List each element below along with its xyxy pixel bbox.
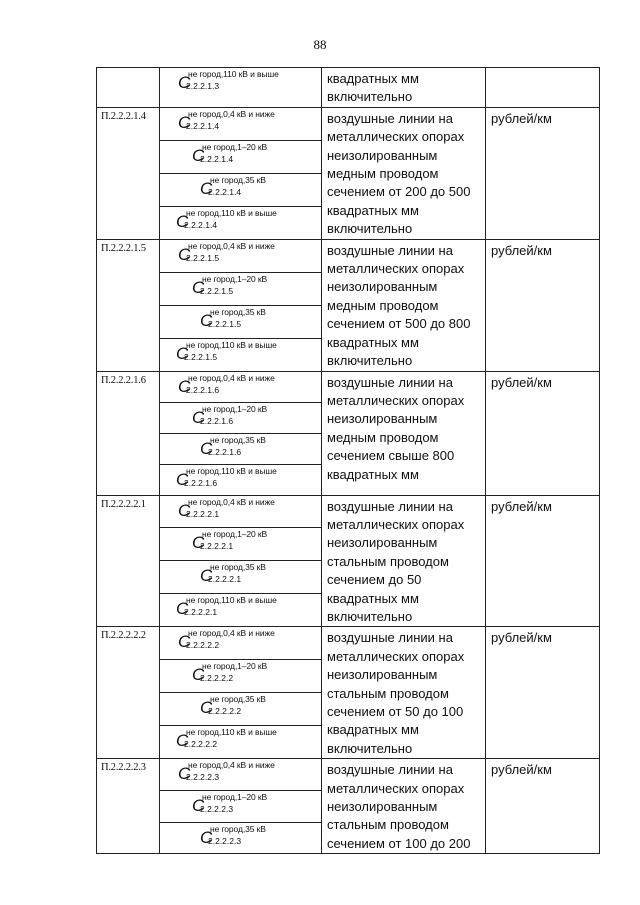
description-line: стальным проводом [327,553,449,569]
rate-symbol: C [176,469,189,489]
formula-cell [160,627,322,660]
code-cell [97,759,160,854]
formula-superscript: не город,0,4 кВ и ниже [188,240,275,251]
rate-formula [160,306,321,335]
description-line: включительно [327,608,413,624]
rate-symbol: C [178,112,191,132]
rate-symbol: C [192,665,205,685]
formula-superscript: не город,1–20 кВ [202,661,268,672]
formula-superscript: не город,110 кВ и выше [186,207,277,218]
item-code: П.2.2.2.2.3 [101,762,146,774]
description-line: воздушные линии на [327,110,453,126]
description-line: неизолированным [327,667,438,683]
rate-symbol: C [178,500,191,520]
rate-formula [160,403,321,432]
description-line: сечением до 50 [327,572,422,588]
description-line: включительно [327,353,413,369]
rate-symbol: C [178,764,191,784]
rate-formula [160,791,321,820]
table-row [97,627,600,660]
formula-cell [160,693,322,726]
formula-superscript: не город,0,4 кВ и ниже [188,496,275,507]
unit-cell [486,759,600,854]
item-code: П.2.2.2.1.5 [101,242,146,254]
formula-cell [160,206,322,239]
rate-symbol: C [178,244,191,264]
unit-label: рублей/км [491,110,552,126]
description-line: неизолированным [327,535,438,551]
rate-symbol: C [192,407,205,427]
code-cell [97,107,160,239]
description-line: металлических опорах [327,516,465,532]
unit-cell [486,495,600,627]
description-line: квадратных мм [327,722,419,738]
rate-symbol: C [178,73,191,92]
rate-symbol: C [176,211,189,231]
description-line: металлических опорах [327,392,465,408]
formula-subscript: 2.2.2.1.5 [200,285,234,296]
formula-cell [160,371,322,402]
unit-cell [486,107,600,239]
rate-formula [160,174,321,203]
description-line: стальным проводом [327,817,449,833]
formula-cell [160,272,322,305]
description-line: воздушные линии на [327,374,453,390]
rate-symbol: C [192,277,205,297]
formula-subscript: 2.2.2.2.1 [200,541,234,552]
formula-superscript: не город,1–20 кВ [202,529,268,540]
rate-symbol: C [176,343,189,363]
rate-formula [160,759,321,788]
rate-symbol: C [192,145,205,165]
formula-superscript: не город,1–20 кВ [202,791,268,802]
formula-cell [160,338,322,371]
description-cell [322,68,486,108]
formula-subscript: 2.2.2.2.2 [208,706,242,717]
formula-superscript: не город,0,4 кВ и ниже [188,372,275,383]
formula-superscript: не город,35 кВ [210,694,266,705]
description-line: воздушные линии на [327,242,453,258]
formula-subscript: 2.2.2.1.5 [184,351,218,362]
rate-formula [160,528,321,557]
formula-superscript: не город,0,4 кВ и ниже [188,628,275,639]
rate-formula [160,496,321,525]
description-line: металлических опорах [327,261,465,277]
rate-formula [160,68,321,97]
description-line: воздушные линии на [327,762,453,778]
formula-subscript: 2.2.2.1.5 [208,318,242,329]
code-cell [97,495,160,627]
description-line: сечением от 500 до 800 [327,316,471,332]
rate-formula [160,561,321,590]
table-row [97,371,600,402]
unit-cell [486,68,600,108]
item-code: П.2.2.2.2.1 [101,498,146,510]
formula-subscript: 2.2.2.1.6 [186,384,220,395]
description-cell [322,627,486,759]
table-row [97,495,600,528]
formula-superscript: не город,110 кВ и выше [186,727,277,738]
rate-symbol: C [200,438,213,458]
rate-formula [160,141,321,170]
unit-cell [486,371,600,495]
rate-formula [160,434,321,463]
formula-superscript: не город,0,4 кВ и ниже [188,760,275,771]
description-line: стальным проводом [327,685,449,701]
rate-symbol: C [200,827,213,847]
formula-cell [160,239,322,272]
formula-subscript: 2.2.2.2.1 [186,508,220,519]
rate-symbol: C [176,731,189,751]
page-number: 88 [313,37,327,52]
rate-formula [160,372,321,401]
description-line: медным проводом [327,429,439,445]
rate-formula [160,660,321,689]
formula-superscript: не город,1–20 кВ [202,403,268,414]
rate-symbol: C [178,632,191,652]
description-line: воздушные линии на [327,498,453,514]
description-line: квадратных мм [327,71,419,86]
formula-subscript: 2.2.2.1.4 [186,120,220,131]
table-row [97,68,600,108]
item-code: П.2.2.2.2.2 [101,630,146,642]
table-row [97,239,600,272]
description-line: квадратных мм [327,590,419,606]
rate-symbol: C [200,310,213,330]
unit-cell [486,627,600,759]
description-line: металлических опорах [327,780,465,796]
description-line: неизолированным [327,147,438,163]
formula-cell [160,660,322,693]
rate-symbol: C [178,376,191,396]
description-line: квадратных мм [327,466,419,482]
code-cell [97,68,160,108]
rate-formula [160,339,321,368]
description-line: неизолированным [327,279,438,295]
rate-formula [160,207,321,236]
formula-superscript: не город,35 кВ [210,823,266,834]
rate-formula [160,823,321,852]
description-cell [322,239,486,371]
description-line: сечением от 200 до 500 [327,184,471,200]
formula-cell [160,759,322,791]
unit-label: рублей/км [491,762,552,778]
description-line: неизолированным [327,411,438,427]
table-row [97,759,600,791]
description-line: неизолированным [327,799,438,814]
rate-formula [160,627,321,656]
formula-cell [160,495,322,528]
formula-subscript: 2.2.2.2.2 [184,739,218,750]
formula-subscript: 2.2.2.1.4 [184,219,218,230]
tariff-table [96,67,600,854]
item-code: П.2.2.2.1.6 [101,374,146,386]
unit-cell [486,239,600,371]
description-line: сечением от 100 до 200 [327,835,471,851]
formula-subscript: 2.2.2.2.2 [200,673,234,684]
formula-cell [160,528,322,561]
unit-label: рублей/км [491,374,552,390]
description-line: сечением свыше 800 [327,448,455,464]
formula-subscript: 2.2.2.1.6 [200,415,234,426]
formula-superscript: не город,35 кВ [210,306,266,317]
formula-cell [160,173,322,206]
description-cell [322,759,486,854]
description-line: сечением от 50 до 100 [327,703,464,719]
rate-symbol: C [200,178,213,198]
formula-subscript: 2.2.2.1.6 [208,446,242,457]
formula-superscript: не город,110 кВ и выше [186,465,277,476]
description-line: квадратных мм [327,334,419,350]
description-cell [322,371,486,495]
formula-cell [160,433,322,464]
formula-cell [160,305,322,338]
formula-subscript: 2.2.2.1.6 [184,477,218,488]
formula-cell [160,107,322,140]
formula-superscript: не город,1–20 кВ [202,141,268,152]
rate-formula [160,693,321,722]
rate-formula [160,108,321,137]
formula-superscript: не город,35 кВ [210,434,266,445]
formula-superscript: не город,35 кВ [210,174,266,185]
description-line: включительно [327,89,413,105]
code-cell [97,239,160,371]
formula-subscript: 2.2.2.1.4 [200,153,234,164]
description-line: включительно [327,221,413,237]
formula-subscript: 2.2.2.1.4 [208,186,242,197]
rate-symbol: C [200,698,213,718]
rate-symbol: C [192,533,205,553]
formula-subscript: 2.2.2.2.1 [208,574,242,585]
formula-cell [160,402,322,433]
formula-superscript: не город,110 кВ и выше [188,69,279,79]
table-row [97,107,600,140]
item-code: П.2.2.2.1.4 [101,110,146,122]
rate-formula [160,465,321,494]
description-cell [322,495,486,627]
formula-subscript: 2.2.2.2.3 [208,835,242,846]
rate-symbol: C [176,599,189,619]
description-line: квадратных мм [327,202,419,218]
unit-label: рублей/км [491,630,552,646]
description-line: медным проводом [327,166,439,182]
formula-superscript: не город,1–20 кВ [202,273,268,284]
description-line: металлических опорах [327,648,465,664]
formula-subscript: 2.2.2.1.3 [186,81,220,91]
formula-superscript: не город,110 кВ и выше [186,339,277,350]
formula-cell [160,140,322,173]
formula-cell [160,790,322,822]
rate-formula [160,273,321,302]
formula-subscript: 2.2.2.2.1 [184,607,218,618]
rate-formula [160,240,321,269]
formula-cell [160,822,322,854]
description-line: воздушные линии на [327,630,453,646]
unit-label: рублей/км [491,498,552,514]
description-cell [322,107,486,239]
formula-subscript: 2.2.2.1.5 [186,252,220,263]
formula-cell [160,726,322,759]
description-line: включительно [327,740,413,756]
rate-formula [160,594,321,623]
formula-cell [160,68,322,108]
description-line: металлических опорах [327,129,465,145]
code-cell [97,627,160,759]
formula-cell [160,561,322,594]
formula-superscript: не город,0,4 кВ и ниже [188,108,275,119]
rate-formula [160,726,321,755]
description-line: медным проводом [327,297,439,313]
formula-superscript: не город,110 кВ и выше [186,595,277,606]
unit-label: рублей/км [491,242,552,258]
rate-symbol: C [192,795,205,815]
formula-cell [160,464,322,495]
code-cell [97,371,160,495]
formula-superscript: не город,35 кВ [210,562,266,573]
formula-cell [160,594,322,627]
formula-subscript: 2.2.2.2.3 [186,772,220,783]
formula-subscript: 2.2.2.2.2 [186,640,220,651]
formula-subscript: 2.2.2.2.3 [200,803,234,814]
rate-symbol: C [200,566,213,586]
